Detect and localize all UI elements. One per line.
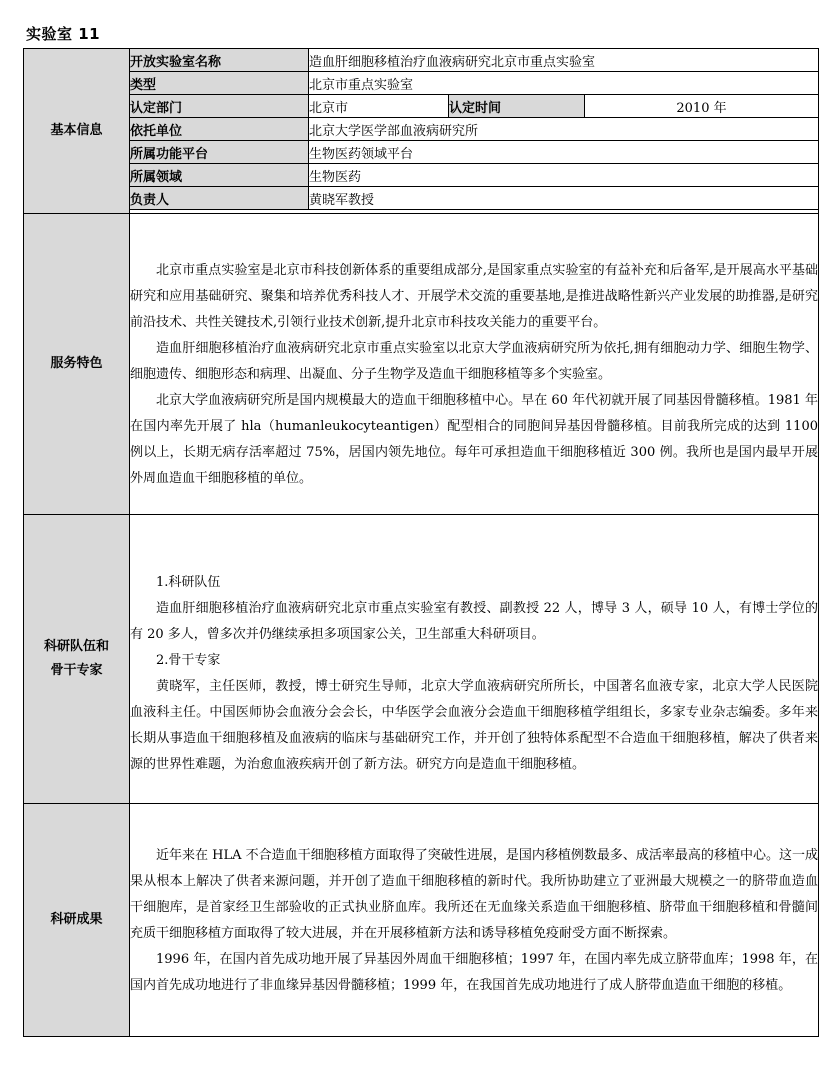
team-item2-text: 黄晓军，主任医师，教授，博士研究生导师，北京大学血液病研究所所长，中国著名血液专家，北京大学人民医院血液科主任。中国医师协会血液分会会长，中华医学会血液分会造血干细胞移植学组组长，多家专业杂志编委。多年来长期从事造血干细胞移植及血液病的临床与基础研究工作，并开创了独特体系配型不合造血干细胞移植，解决了供者来源的世界性难题，为治愈血液疾病开创了新方法。研究方向是造血干细胞移植。 [130, 679, 818, 772]
row-host [24, 118, 819, 141]
field-label: 所属领域 [130, 164, 309, 187]
platform-value: 生物医药领域平台 [309, 141, 819, 164]
row-lab-name [24, 49, 819, 72]
achievements-content [130, 804, 819, 1037]
row-head [24, 187, 819, 210]
dept-value: 北京市 [309, 95, 449, 118]
head-label: 负责人 [130, 187, 309, 210]
achievements-label: 科研成果 [24, 804, 130, 1037]
team-label [24, 515, 130, 804]
features-paragraph: 造血肝细胞移植治疗血液病研究北京市重点实验室以北京大学血液病研究所为依托,拥有细胞动力学、细胞生物学、细胞遗传、细胞形态和病理、出凝血、分子生物学及造血干细胞移植等多个实验室。 [130, 341, 818, 382]
row-platform [24, 141, 819, 164]
team-item1-text: 造血肝细胞移植治疗血液病研究北京市重点实验室有教授、副教授 22 人，博导 3 人，硕导 10 人，有博士学位的有 20 多人，曾多次并仍继续承担多项国家公关，卫生部重大科研项目。 [130, 601, 818, 642]
host-value: 北京大学医学部血液病研究所 [309, 118, 819, 141]
achievements-paragraph: 近年来在 HLA 不合造血干细胞移植方面取得了突破性进展，是国内移植例数最多、成活率最高的移植中心。这一成果从根本上解决了供者来源问题，并开创了造血干细胞移植的新时代。我所协助建立了亚洲最大规模之一的脐带血造血干细胞库，是首家经卫生部验收的正式执业脐血库。我所还在无血缘关系造血干细胞移植、脐带血干细胞移植和骨髓间充质干细胞移植方面取得了较大进展，并在开展移植新方法和诱导移植免疫耐受方面不断探索。 [130, 848, 818, 941]
field-value: 生物医药 [309, 164, 819, 187]
date-value: 2010 年 [585, 95, 819, 118]
team-label-line1: 科研队伍和 [43, 639, 109, 654]
dept-label: 认定部门 [130, 95, 309, 118]
lab-name-label: 开放实验室名称 [130, 49, 309, 72]
lab-info-table [23, 48, 819, 1037]
host-label: 依托单位 [130, 118, 309, 141]
platform-label: 所属功能平台 [130, 141, 309, 164]
row-achievements [24, 804, 819, 1037]
row-type [24, 72, 819, 95]
team-item1-title: 1.科研队伍 [156, 575, 221, 590]
features-label: 服务特色 [24, 214, 130, 515]
features-content [130, 214, 819, 515]
achievements-paragraph: 1996 年，在国内首先成功地开展了异基因外周血干细胞移植；1997 年，在国内率先成立脐带血库；1998 年，在国内首先成功地进行了非血缘异基因骨髓移植；1999 年，在我国首先成功地进行了成人脐带血造血干细胞的移植。 [130, 952, 818, 993]
basic-info-label: 基本信息 [24, 49, 130, 214]
features-paragraph: 北京大学血液病研究所是国内规模最大的造血干细胞移植中心。早在 60 年代初就开展了同基因骨髓移植。1981 年在国内率先开展了 hla（humanleukocyteantigen）配型相合的同胞间异基因骨髓移植。目前我所完成的达到 1100 例以上，长期无病存活率超过 75%，居国内领先地位。每年可承担造血干细胞移植近 300 例。我所也是国内最早开展外周血造血干细胞移植的单位。 [130, 393, 818, 486]
lab-name-value: 造血肝细胞移植治疗血液病研究北京市重点实验室 [309, 49, 819, 72]
team-content [130, 515, 819, 804]
row-dept [24, 95, 819, 118]
row-features [24, 214, 819, 515]
page-title: 实验室 11 [26, 25, 101, 43]
row-team [24, 515, 819, 804]
team-label-line2: 骨干专家 [50, 663, 103, 678]
type-label: 类型 [130, 72, 309, 95]
head-value: 黄晓军教授 [309, 187, 819, 210]
type-value: 北京市重点实验室 [309, 72, 819, 95]
team-item2-title: 2.骨干专家 [156, 653, 221, 668]
date-label: 认定时间 [449, 95, 585, 118]
features-paragraph: 北京市重点实验室是北京市科技创新体系的重要组成部分,是国家重点实验室的有益补充和后备军,是开展高水平基础研究和应用基础研究、聚集和培养优秀科技人才、开展学术交流的重要基地,是推进战略性新兴产业发展的助推器,是研究前沿技术、共性关键技术,引领行业技术创新,提升北京市科技攻关能力的重要平台。 [130, 263, 818, 330]
row-field [24, 164, 819, 187]
